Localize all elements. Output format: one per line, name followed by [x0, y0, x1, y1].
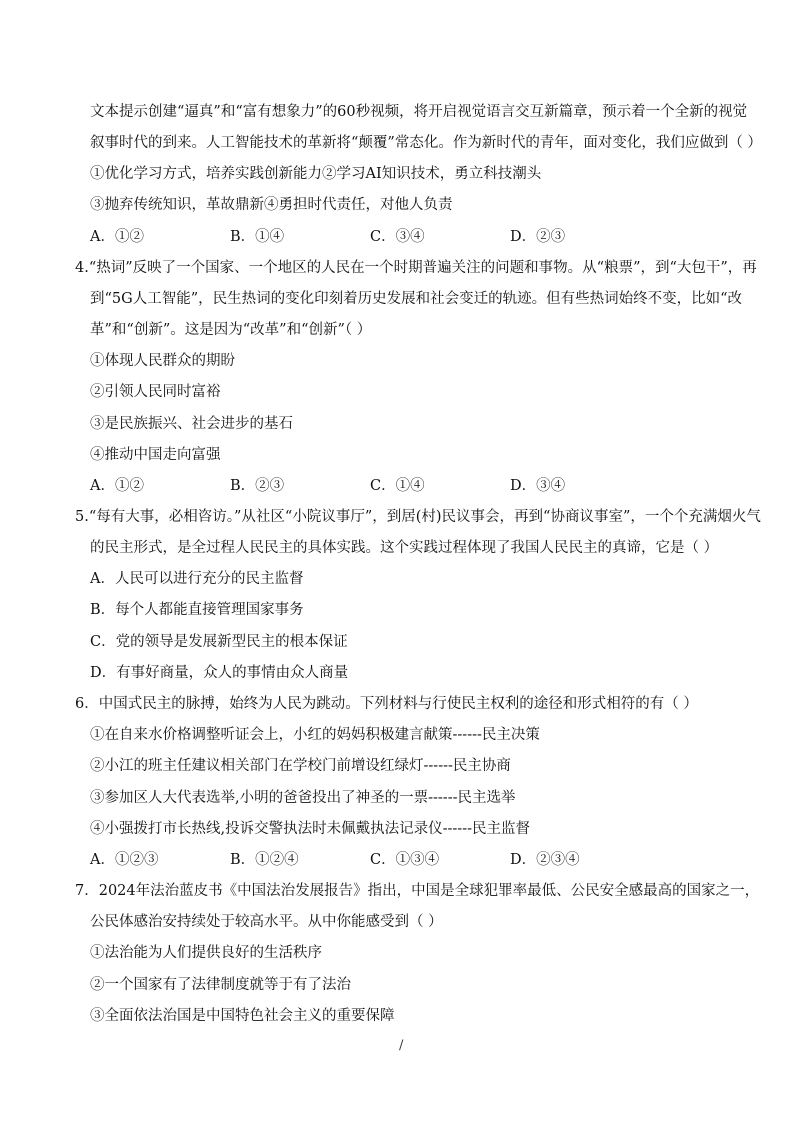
q5-option-b[interactable]: B．每个人都能直接管理国家事务 [90, 602, 304, 618]
q4-stem-line-3: 革”和“创新”。这是因为“改革”和“创新”（ ） [90, 322, 372, 338]
q6-option-b[interactable]: B．①②④ [230, 852, 299, 868]
q6-item-4: ④小强拨打市长热线,投诉交警执法时未佩戴执法记录仪------民主监督 [90, 821, 531, 837]
q3-stem-line-2: 叙事时代的到来。人工智能技术的革新将“颠覆”常态化。作为新时代的青年，面对变化，我们应做到（ ） [90, 135, 762, 151]
q4-item-3: ③是民族振兴、社会进步的基石 [90, 416, 293, 432]
q6-item-2: ②小江的班主任建议相关部门在学校门前增设红绿灯------民主协商 [90, 758, 511, 774]
q3-option-a[interactable]: A．①② [90, 229, 144, 245]
q4-item-4: ④推动中国走向富强 [90, 447, 221, 463]
q4-option-c[interactable]: C．①④ [370, 478, 425, 494]
q4-item-1: ①体现人民群众的期盼 [90, 353, 235, 369]
q3-option-b[interactable]: B．①④ [230, 229, 285, 245]
q7-stem-line-1: 7．2024年法治蓝皮书《中国法治发展报告》指出，中国是全球犯罪率最低、公民安全感最高的国家之一， [75, 883, 760, 899]
q3-option-d[interactable]: D．②③ [510, 229, 566, 245]
q7-item-2: ②一个国家有了法律制度就等于有了法治 [90, 977, 351, 993]
q7-item-3: ③全面依法治国是中国特色社会主义的重要保障 [90, 1008, 395, 1024]
q4-stem-line-2: 到“5G人工智能”，民生热词的变化印刻着历史发展和社会变迁的轨迹。但有些热词始终不变，比如“改 [90, 291, 743, 307]
q3-stem-line-1: 文本提示创建“逼真”和“富有想象力”的60秒视频，将开启视觉语言交互新篇章，预示着一个全新的视觉 [90, 104, 748, 120]
q6-stem-line-1: 6．中国式民主的脉搏，始终为人民为跳动。下列材料与行使民主权利的途径和形式相符的有（ ） [75, 696, 698, 712]
q6-item-3: ③参加区人大代表选举,小明的爸爸投出了神圣的一票------民主选举 [90, 790, 516, 806]
q5-stem-line-1: 5.“每有大事，必相咨访。”从社区“小院议事厅”，到居(村)民议事会，再到“协商议事室”，一个个充满烟火气 [75, 509, 761, 525]
q4-stem-line-1: 4.“热词”反映了一个国家、一个地区的人民在一个时期普遍关注的问题和事物。从“粮票”，到“大包干”，再 [75, 260, 757, 276]
q6-option-d[interactable]: D．②③④ [510, 852, 580, 868]
q7-stem-line-2: 公民体感治安持续处于较高水平。从中你能感受到（ ） [90, 914, 443, 930]
q5-option-c[interactable]: C．党的领导是发展新型民主的根本保证 [90, 634, 348, 650]
q6-option-a[interactable]: A．①②③ [90, 852, 159, 868]
q4-option-b[interactable]: B．②③ [230, 478, 285, 494]
q3-item-2: ③抛弃传统知识，革故鼎新④勇担时代责任，对他人负责 [90, 197, 453, 213]
q4-option-a[interactable]: A．①② [90, 478, 144, 494]
q5-option-d[interactable]: D．有事好商量，众人的事情由众人商量 [90, 665, 349, 681]
q6-options [90, 850, 710, 870]
q3-options [90, 227, 710, 247]
q3-option-c[interactable]: C．③④ [370, 229, 425, 245]
q4-options [90, 476, 710, 496]
q4-item-2: ②引领人民同时富裕 [90, 384, 221, 400]
q6-item-1: ①在自来水价格调整听证会上，小红的妈妈积极建言献策------民主决策 [90, 727, 540, 743]
page-footer-mark: / [399, 1038, 404, 1053]
q3-item-1: ①优化学习方式，培养实践创新能力②学习AI知识技术，勇立科技潮头 [90, 166, 542, 182]
q5-stem-line-2: 的民主形式，是全过程人民民主的具体实践。这个实践过程体现了我国人民民主的真谛，它是（ ） [90, 540, 719, 556]
q4-option-d[interactable]: D．③④ [510, 478, 566, 494]
q5-option-a[interactable]: A．人民可以进行充分的民主监督 [90, 571, 304, 587]
q7-item-1: ①法治能为人们提供良好的生活秩序 [90, 945, 322, 961]
q6-option-c[interactable]: C．①③④ [370, 852, 440, 868]
